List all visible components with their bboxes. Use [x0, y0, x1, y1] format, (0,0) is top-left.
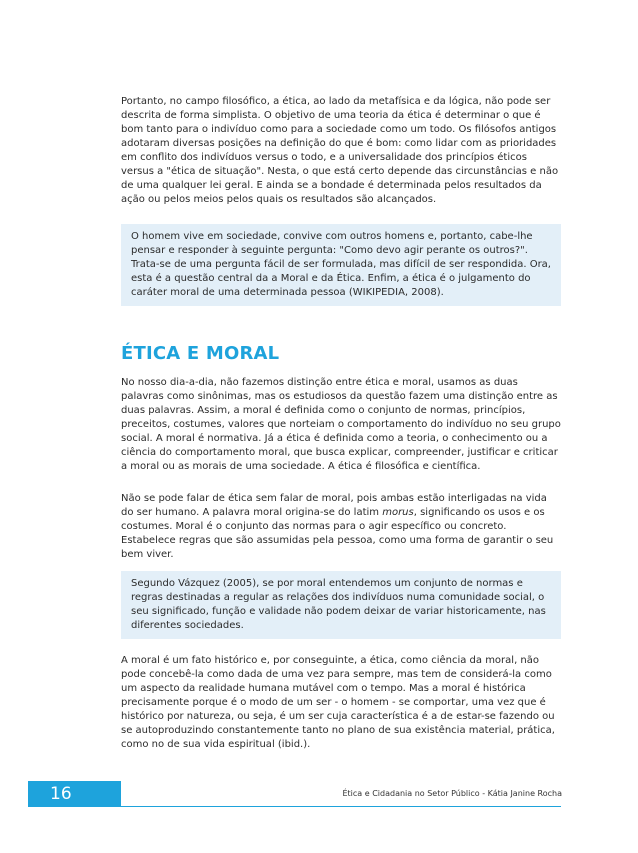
paragraph-text-end: , significando os usos e os costumes. Moral é o conjunto das normas para o agir específico ou concreto. Estabelece regras que são assumidas pela pessoa, como uma forma de garantir o seu bem viver. — [121, 507, 554, 560]
paragraph-text-start: Não se pode falar de ética sem falar de moral, pois ambas estão interligadas na vida do ser humano. A palavra moral origina-se do latim — [121, 493, 547, 518]
callout-text: O homem vive em sociedade, convive com outros homens e, portanto, cabe-lhe pensar e responder à seguinte pergunta: "Como devo agir perante os outros?". Trata-se de uma pergunta fácil de ser formulada, mas difícil de ser respondida. Ora, esta é a questão central da a Moral e da Ética. Enfim, a ética é o julgamento do caráter moral de uma determinada pessoa (WIKIPEDIA, 2008). — [131, 231, 551, 298]
page-number: 16 — [28, 781, 121, 807]
callout-quote-wikipedia — [121, 224, 561, 306]
paragraph-moral-historical: A moral é um fato histórico e, por conseguinte, a ética, como ciência da moral, não pode concebê-la como dada de uma vez para sempre, mas tem de considerá-la como um aspecto da realidade humana mutável com o tempo. Mas a moral é histórica precisamente porque é o modo de um ser - o homem - se comportar, uma vez que é histórico por natureza, ou seja, é um ser cuja característica é a de estar-se fazendo ou se autoproduzindo constantemente tanto no plano de sua existência material, prática, como no de sua vida espiritual (ibid.). — [121, 655, 555, 750]
callout-quote-vazquez — [121, 571, 561, 639]
callout-text: Segundo Vázquez (2005), se por moral entendemos um conjunto de normas e regras destinadas a regular as relações dos indivíduos numa comunidade social, o seu significado, função e validade não podem deixar de variar historicamente, nas diferentes sociedades. — [131, 578, 546, 631]
paragraph-ethics-philosophy: Portanto, no campo filosófico, a ética, ao lado da metafísica e da lógica, não pode ser descrita de forma simplista. O objetivo de uma teoria da ética é determinar o que é bom tanto para o indivíduo como para a sociedade como um todo. Os filósofos antigos adotaram diversas posições na definição do que é bom: como lidar com as prioridades em conflito dos indivíduos versus o todo, e a universalidade dos princípios éticos versus a "ética de situação". Nesta, o que está certo depende das circunstâncias e não de uma qualquer lei geral. E ainda se a bondade é determinada pelos resultados da ação ou pelos meios pelos quais os resultados são alcançados. — [121, 96, 559, 205]
section-title: ÉTICA E MORAL — [121, 343, 280, 364]
latin-term: morus — [382, 507, 414, 518]
paragraph-ethics-vs-moral: No nosso dia-a-dia, não fazemos distinção entre ética e moral, usamos as duas palavras como sinônimas, mas os estudiosos da questão fazem uma distinção entre as duas palavras. Assim, a moral é definida como o conjunto de normas, princípios, preceitos, costumes, valores que norteiam o comportamento do indivíduo no seu grupo social. A moral é normativa. Já a ética é definida como a teoria, o conhecimento ou a ciência do comportamento moral, que busca explicar, compreender, justificar e criticar a moral ou as morais de uma sociedade. A ética é filosófica e científica. — [121, 377, 561, 472]
running-footer-title: Ética e Cidadania no Setor Público - Kátia Janine Rocha — [342, 789, 562, 798]
footer-rule — [121, 806, 561, 807]
paragraph-moral-origin — [121, 492, 561, 562]
